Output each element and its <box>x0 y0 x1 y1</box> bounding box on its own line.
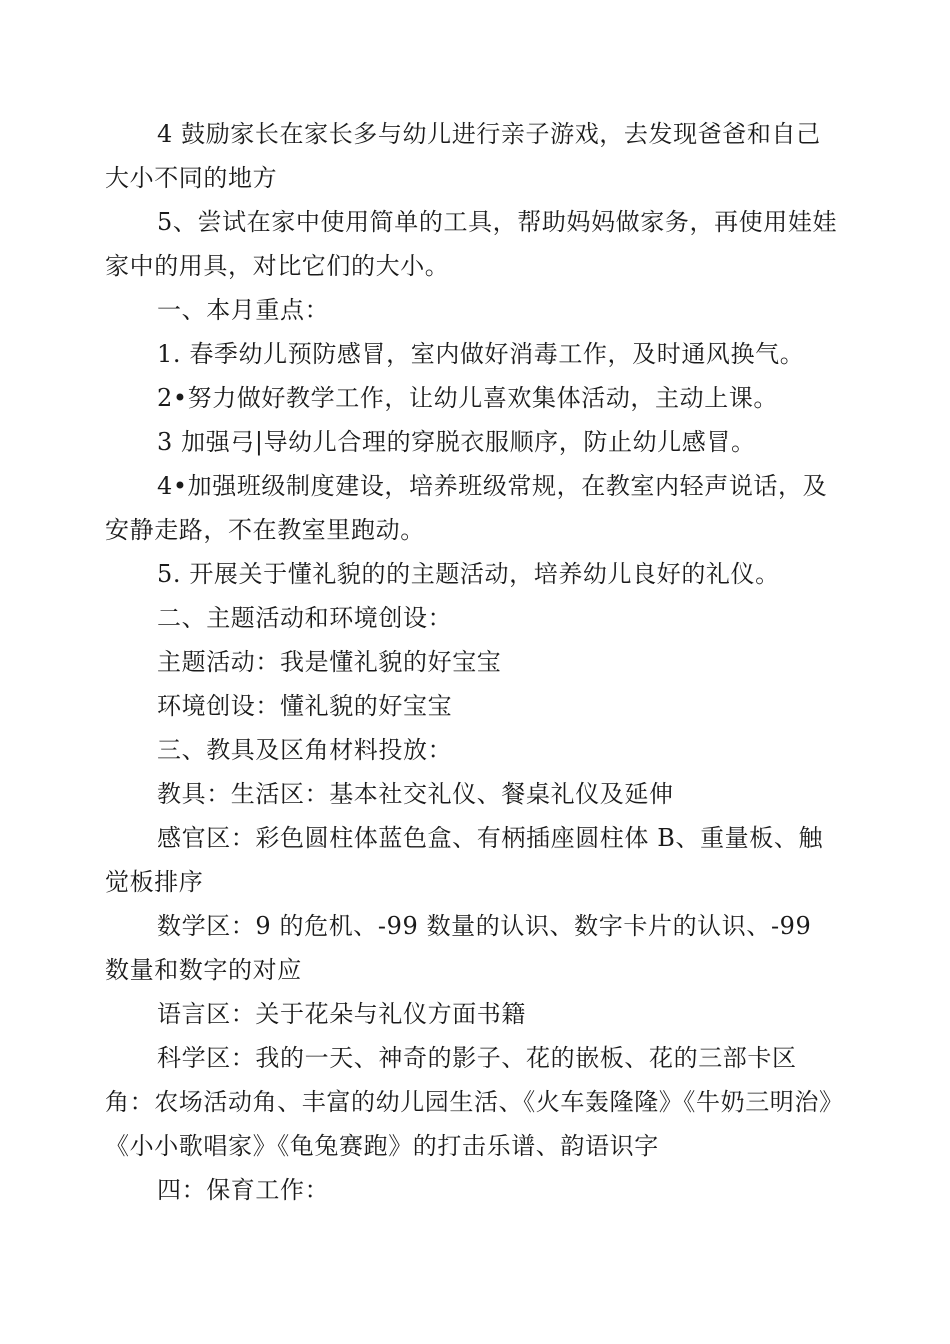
paragraph-sensory-area: 感官区：彩色圆柱体蓝色盒、有柄插座圆柱体 B、重量板、触觉板排序 <box>105 824 824 896</box>
paragraph-math-area: 数学区：9 的危机、-99 数量的认识、数字卡片的认识、-99 数量和数字的对应 <box>105 912 812 984</box>
paragraph-try-tools: 5、尝试在家中使用简单的工具，帮助妈妈做家务，再使用娃娃家中的用具，对比它们的大小。 <box>105 208 838 280</box>
heading-care-work: 四：保育工作： <box>157 1176 330 1204</box>
heading-materials: 三、教具及区角材料投放： <box>157 736 453 764</box>
paragraph-teaching-aids: 教具：生活区：基本社交礼仪、餐桌礼仪及延伸 <box>157 780 674 808</box>
paragraph-theme-activity: 主题活动：我是懂礼貌的好宝宝 <box>157 648 502 676</box>
paragraph-focus-1: 1. 春季幼儿预防感冒，室内做好消毒工作，及时通风换气。 <box>157 340 805 368</box>
heading-theme-environment: 二、主题活动和环境创设： <box>157 604 453 632</box>
paragraph-science-area: 科学区：我的一天、神奇的影子、花的嵌板、花的三部卡区角：农场活动角、丰富的幼儿园生活、《火车轰隆隆》《牛奶三明治》《小小歌唱家》《龟兔赛跑》的打击乐谱、韵语识字 <box>105 1044 832 1160</box>
paragraph-environment: 环境创设：懂礼貌的好宝宝 <box>157 692 453 720</box>
paragraph-encourage-parents: 4 鼓励家长在家长多与幼儿进行亲子游戏，去发现爸爸和自己大小不同的地方 <box>105 120 821 192</box>
document-body <box>105 112 840 1212</box>
heading-monthly-focus: 一、本月重点： <box>157 296 330 324</box>
paragraph-focus-2: 2•努力做好教学工作，让幼儿喜欢集体活动，主动上课。 <box>157 384 779 412</box>
paragraph-focus-5: 5. 开展关于懂礼貌的的主题活动，培养幼儿良好的礼仪。 <box>157 560 780 588</box>
paragraph-language-area: 语言区：关于花朵与礼仪方面书籍 <box>157 1000 526 1028</box>
paragraph-focus-4: 4•加强班级制度建设，培养班级常规，在教室内轻声说话，及安静走路，不在教室里跑动。 <box>105 472 828 544</box>
paragraph-focus-3: 3 加强弓|导幼儿合理的穿脱衣服顺序，防止幼儿感冒。 <box>157 428 756 456</box>
